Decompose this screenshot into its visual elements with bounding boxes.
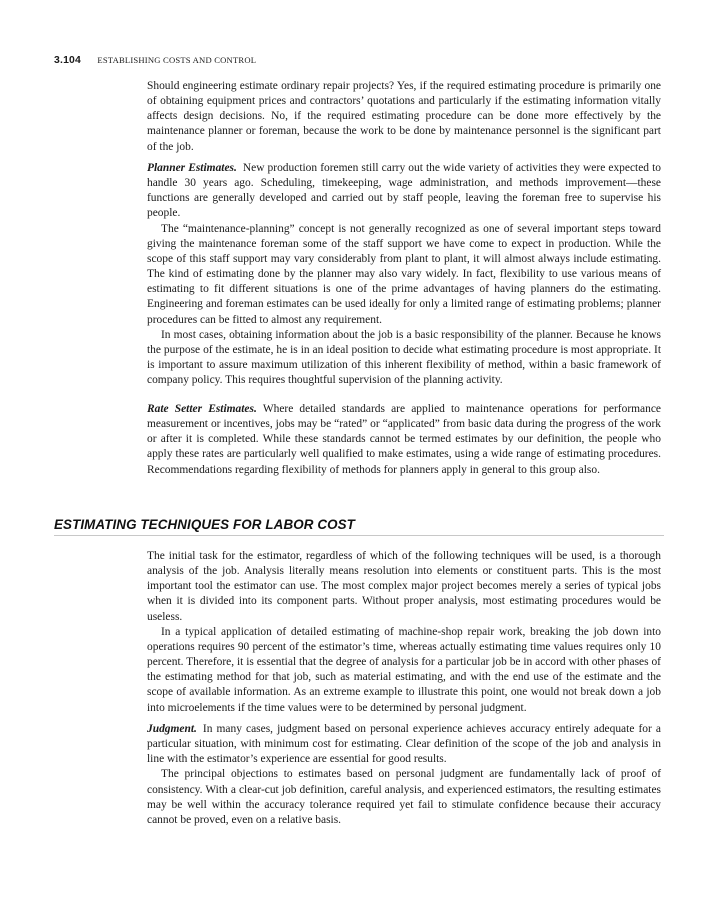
page-number: 3.104 [54, 55, 82, 66]
intro-block [147, 79, 661, 155]
body-paragraph [147, 722, 661, 767]
judgment-block [147, 722, 661, 828]
body-paragraph: In a typical application of detailed estimating of machine-shop repair work, breaking the job down into operations requires 90 percent of the estimator’s time, whereas actually estimating time values requires only 10 percent. Therefore, it is essential that the degree of analysis for a particular job be in accord with other phases of the estimating method for that job, such as material estimating, and with the end use of the estimate and the scope of available information. As an extreme example to illustrate this point, one would not break down a job into microelements if the time values were to be determined by personal judgment. [147, 625, 661, 714]
running-title: ESTABLISHING COSTS AND CONTROL [97, 55, 257, 65]
body-paragraph: The principal objections to estimates based on personal judgment are fundamentally lack of proof of consistency. With a clear-cut job definition, careful analysis, and experienced estimators, the resulting estimates may be well within the accuracy tolerance required yet fail to stimulate confidence because their accuracy cannot be proved, even on a relative basis. [147, 768, 661, 826]
intro-paragraph: Should engineering estimate ordinary repair projects? Yes, if the required estimating procedure is primarily one of obtaining equipment prices and contractors’ quotations and particularly if the estimating information vitally affects design decisions. No, if the required estimating procedure can be done more effectively by the maintenance planner or foreman, because the work to be done by maintenance personnel is the significant part of the job. [147, 80, 661, 153]
body-paragraph: The initial task for the estimator, regardless of which of the following techniques will be used, is a thorough analysis of the job. Analysis literally means resolution into elements or constituent parts. This is the most important tool the estimator can use. The most complex major project becomes merely a series of typical jobs when it is divided into its component parts. Without proper analysis, most estimating procedures would be useless. [147, 550, 661, 623]
paragraph-text: New production foremen still carry out the wide variety of activities they were expected to handle 30 years ago. Scheduling, timekeeping, wage administration, and methods improvement—these functions are generally developed and carried out by staff people, leaving the foreman free to supervise his people. [147, 162, 662, 220]
labor-cost-block [147, 549, 661, 716]
body-paragraph: The “maintenance-planning” concept is not generally recognized as one of several important steps toward giving the maintenance foreman some of the staff support we have come to expect in production. While the scope of this staff support may vary considerably from plant to plant, it will almost always include estimating. The kind of estimating done by the planner may also vary widely. In fact, flexibility to use various means of estimating to fit different situations is one of the prime advantages of having planners do the estimating. Engineering and foreman estimates can be used ideally for only a limited range of estimating problems; planner procedures can be fitted to almost any requirement. [147, 222, 661, 326]
paragraph-text: Where detailed standards are applied to maintenance operations for performance measurement or incentives, jobs may be “rated” or “applicated” from basic data during the progress of the work or after it is completed. While these standards cannot be termed estimates by our definition, the people who apply these rates are particularly well qualified to make estimates, using a wide range of estimating procedures. Recommendations regarding flexibility of methods for planners apply in general to this group also. [147, 403, 661, 476]
body-paragraph [147, 161, 661, 222]
body-paragraph: In most cases, obtaining information about the job is a basic responsibility of the planner. Because he knows the purpose of the estimate, he is in an ideal position to decide what estimating procedure is most appropriate. It is important to assure maximum utilization of this inherent flexibility of method, within a basic framework of company policy. This requires thoughtful supervision of the planning activity. [147, 328, 661, 387]
rate-setter-estimates-heading: Rate Setter Estimates. [147, 403, 257, 415]
paragraph-text: In many cases, judgment based on personal experience achieves accuracy entirely adequate for a particular situation, with minimum cost for estimating. Clear definition of the scope of the job and analysis in line with the estimator’s experience are essential for good results. [147, 723, 661, 766]
body-paragraph [147, 402, 661, 478]
section-heading: ESTIMATING TECHNIQUES FOR LABOR COST [54, 517, 664, 536]
running-head [54, 55, 664, 66]
judgment-heading: Judgment. [147, 723, 197, 735]
planner-estimates-block [147, 161, 661, 388]
planner-estimates-heading: Planner Estimates. [147, 162, 237, 174]
rate-setter-estimates-block [147, 402, 661, 478]
